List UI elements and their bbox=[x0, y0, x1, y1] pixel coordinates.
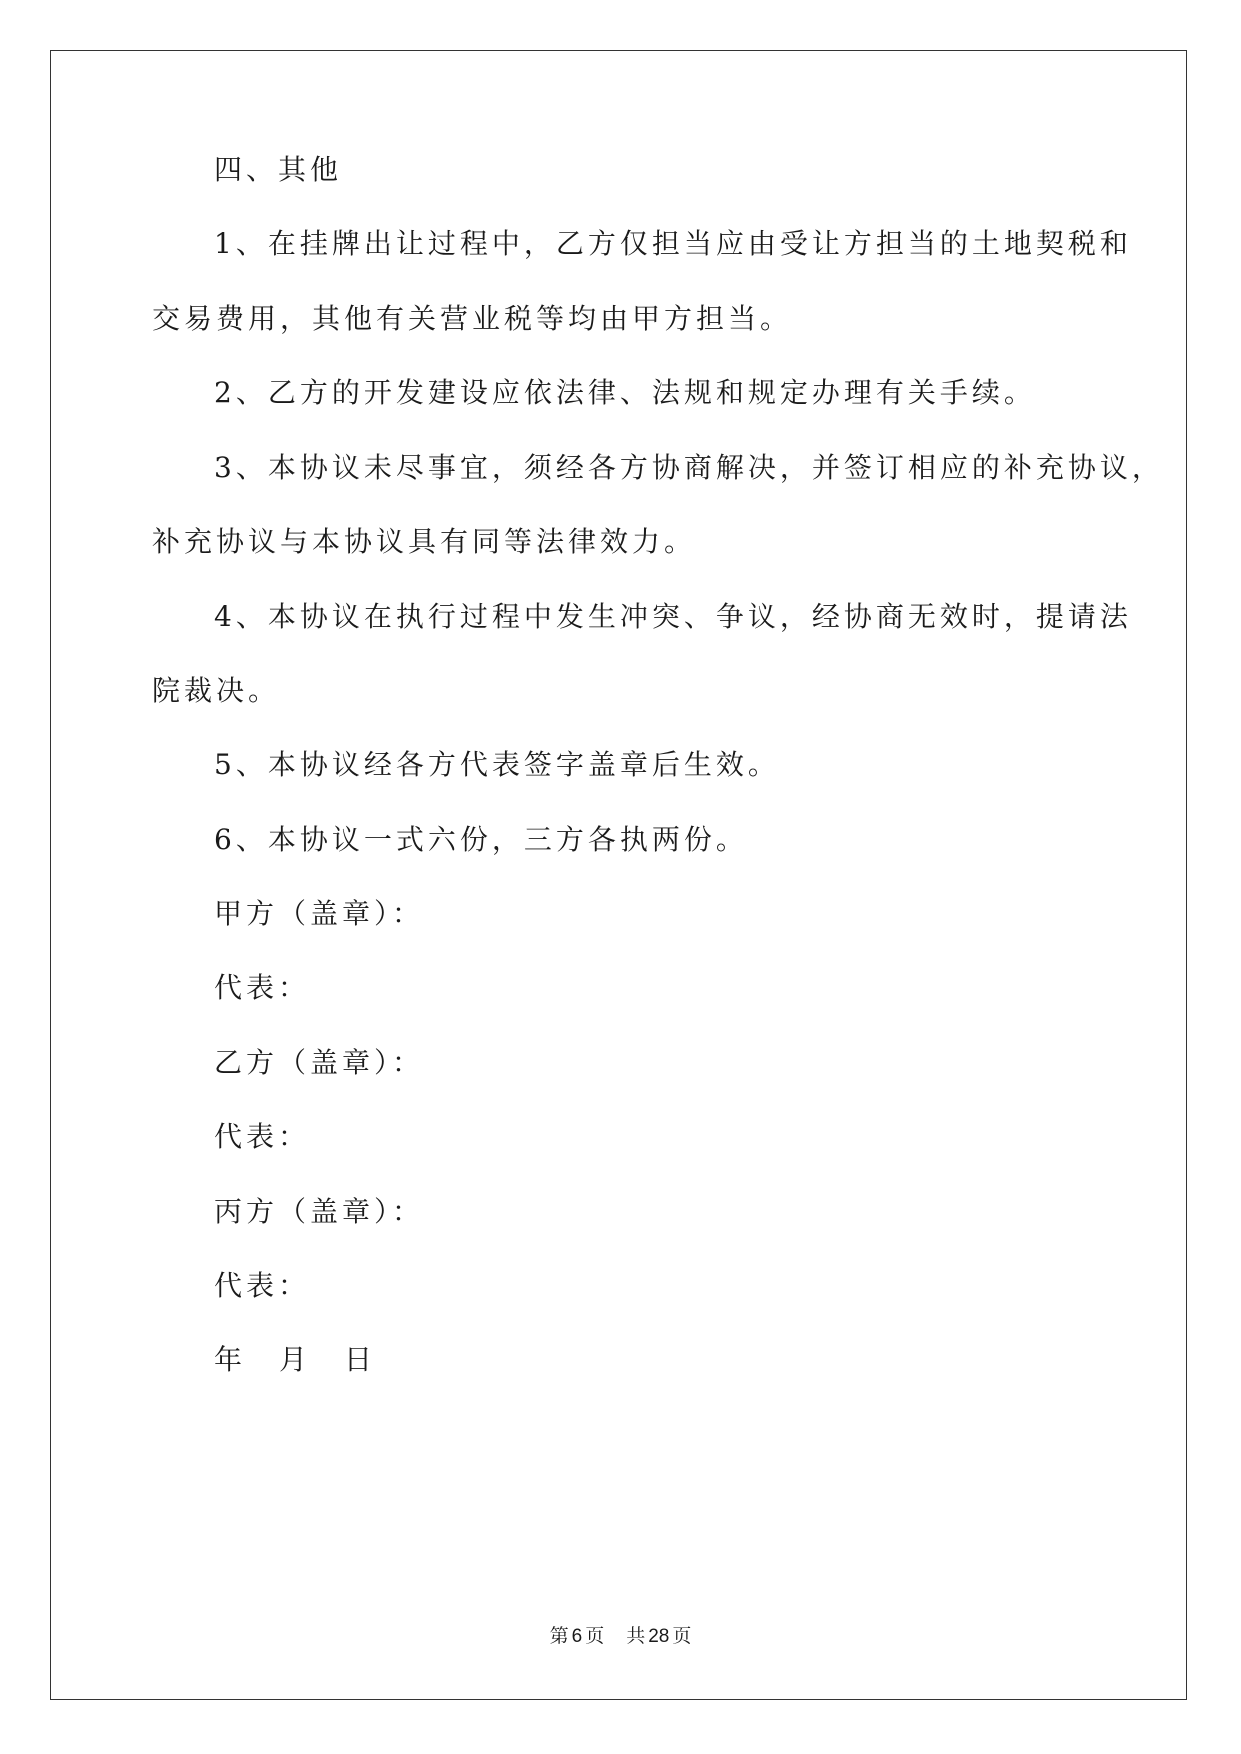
clause-3-line-1: 3、本协议未尽事宜，须经各方协商解决，并签订相应的补充协议， bbox=[214, 451, 1164, 484]
clause-4-line-1: 4、本协议在执行过程中发生冲突、争议，经协商无效时，提请法 bbox=[214, 600, 1132, 633]
footer-page-unit: 页 bbox=[585, 1625, 605, 1647]
party-b-representative-label: 代表： bbox=[214, 1120, 311, 1153]
footer-prefix: 第 bbox=[549, 1625, 569, 1647]
clause-1-line-2: 交易费用，其他有关营业税等均由甲方担当。 bbox=[152, 302, 793, 335]
footer-total-unit: 页 bbox=[672, 1625, 692, 1647]
footer-current-page: 6 bbox=[571, 1626, 583, 1647]
party-c-seal-label: 丙方（盖章）： bbox=[214, 1195, 425, 1228]
clause-2: 2、乙方的开发建设应依法律、法规和规定办理有关手续。 bbox=[214, 376, 1036, 409]
clause-3-line-2: 补充协议与本协议具有同等法律效力。 bbox=[152, 525, 697, 558]
date-year-label: 年 bbox=[214, 1343, 247, 1376]
date-line bbox=[214, 1340, 376, 1380]
clause-4-line-2: 院裁决。 bbox=[152, 674, 281, 707]
date-month-label: 月 bbox=[279, 1343, 312, 1376]
clause-6: 6、本协议一式六份，三方各执两份。 bbox=[214, 823, 748, 856]
page-footer bbox=[0, 1623, 1241, 1650]
clause-5: 5、本协议经各方代表签字盖章后生效。 bbox=[214, 748, 780, 781]
party-b-seal-label: 乙方（盖章）： bbox=[214, 1046, 425, 1079]
footer-total-pages: 28 bbox=[648, 1626, 670, 1647]
clause-1-line-1: 1、在挂牌出让过程中，乙方仅担当应由受让方担当的土地契税和 bbox=[214, 227, 1132, 260]
party-c-representative-label: 代表： bbox=[214, 1269, 311, 1302]
party-a-representative-label: 代表： bbox=[214, 971, 311, 1004]
footer-total-prefix: 共 bbox=[626, 1625, 646, 1647]
date-day-label: 日 bbox=[344, 1343, 377, 1376]
section-heading: 四、其他 bbox=[214, 153, 343, 186]
party-a-seal-label: 甲方（盖章）： bbox=[214, 897, 425, 930]
page-border bbox=[50, 50, 1187, 1700]
